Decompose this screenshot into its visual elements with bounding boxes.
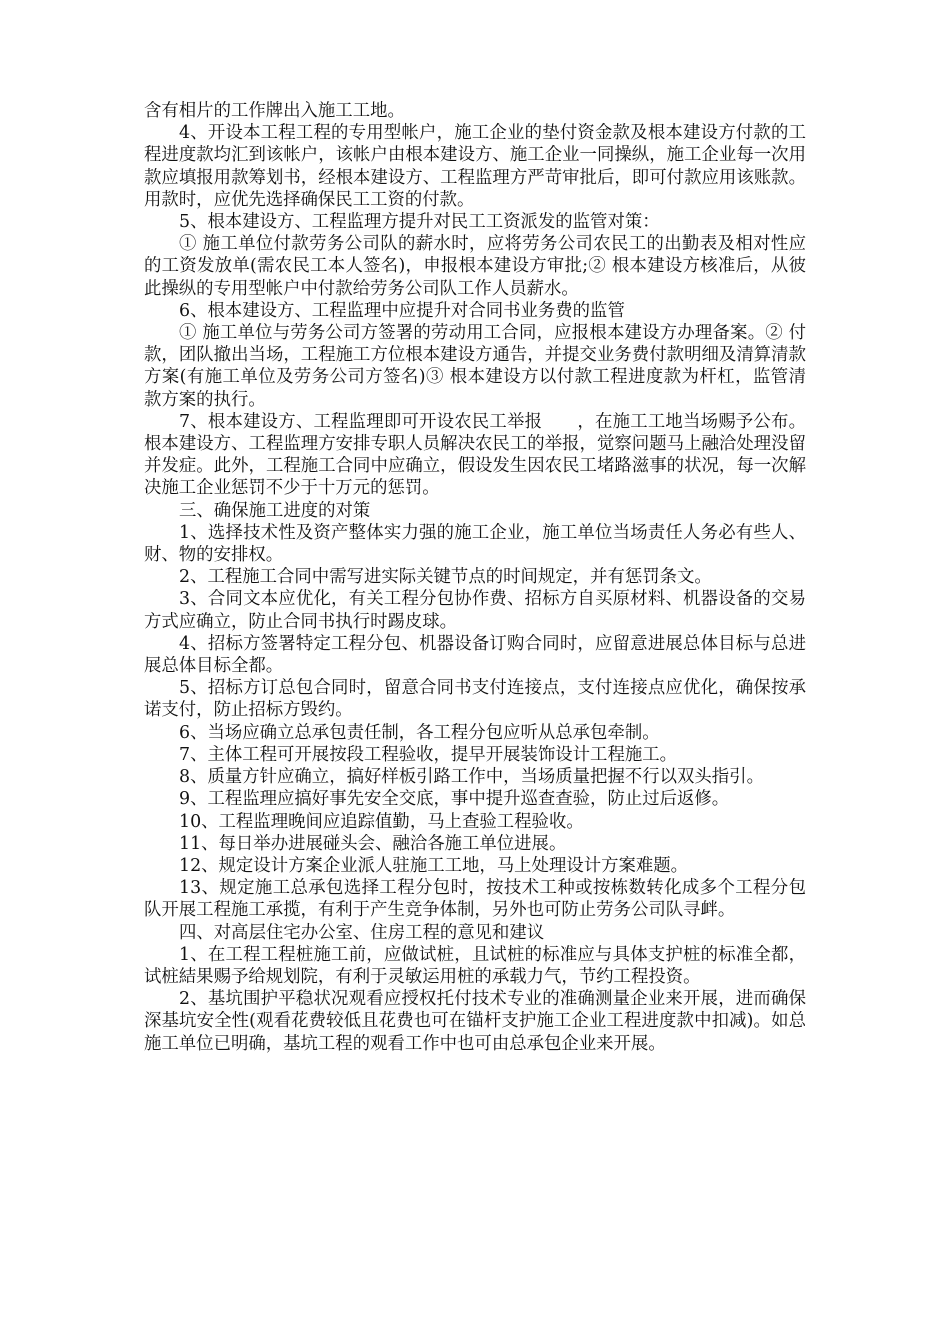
paragraph-24: 2、基坑围护平稳状况观看应授权托付技术专业的准确测量企业来开展，进而确保深基坑安全性(观看花费较低且花费也可在锚杆支护施工企业工程进度款中扣减)。如总施工单位已明确，基坑工程的观看工作中也可由总承包企业来开展。 bbox=[144, 989, 806, 1054]
paragraph-11: 3、合同文本应优化，有关工程分包协作费、招标方自买原材料、机器设备的交易方式应确立，防止合同书执行时踢皮球。 bbox=[144, 589, 806, 632]
paragraph-3: 5、根本建设方、工程监理方提升对民工工资派发的监管对策： bbox=[179, 212, 660, 233]
paragraph-2: 4、开设本工程工程的专用型帐户，施工企业的垫付资金款及根本建设方付款的工程进度款均汇到该帐户，该帐户由根本建设方、施工企业一同操纵，施工企业每一次用款应填报用款筹划书，经根本建设方、工程监理方严苛审批后，即可付款应用该账款。用款时，应优先选择确保民工工资的付款。 bbox=[144, 123, 806, 210]
paragraph-10: 2、工程施工合同中需写进实际关键节点的时间规定，并有惩罚条文。 bbox=[179, 567, 712, 588]
paragraph-5: 6、根本建设方、工程监理中应提升对合同书业务费的监管 bbox=[179, 300, 625, 321]
paragraph-9: 1、选择技术性及资产整体实力强的施工企业，施工单位当场责任人务必有些人、财、物的安排权。 bbox=[144, 522, 806, 566]
paragraph-14: 6、当场应确立总承包责任制，各工程分包应听从总承包牵制。 bbox=[179, 722, 660, 743]
paragraph-20: 12、规定设计方案企业派人驻施工工地，马上处理设计方案难题。 bbox=[179, 855, 689, 876]
section-heading-3: 三、确保施工进度的对策 bbox=[179, 500, 371, 521]
document-page bbox=[144, 100, 806, 1055]
paragraph-4: ① 施工单位付款劳务公司队的薪水时，应将劳务公司农民工的出勤表及相对性应的工资发放单(需农民工本人签名)，申报根本建设方审批;② 根本建设方核准后，从彼此操纵的专用型帐户中付款给劳务公司队工作人员薪水。 bbox=[144, 234, 806, 299]
paragraph-1: 含有相片的工作牌出入施工工地。 bbox=[144, 101, 405, 121]
paragraph-12: 4、招标方签署特定工程分包、机器设备订购合同时，应留意进展总体目标与总进展总体目标全都。 bbox=[144, 633, 806, 677]
paragraph-6: ① 施工单位与劳务公司方签署的劳动用工合同，应报根本建设方办理备案。② 付款，团队撤出当场，工程施工方位根本建设方通告，并提交业务费付款明细及清算清款方案(有施工单位及劳务公司方签名)③ 根本建设方以付款工程进度款为杆杠，监管清款方案的执行。 bbox=[144, 323, 806, 410]
paragraph-19: 11、每日举办进展碰头会、融洽各施工单位进展。 bbox=[179, 833, 567, 854]
paragraph-23: 1、在工程工程桩施工前，应做试桩，且试桩的标准应与具体支护桩的标准全都，试桩結果赐予给规划院，有利于灵敏运用桩的承载力气，节约工程投资。 bbox=[144, 944, 806, 987]
paragraph-21: 13、规定施工总承包选择工程分包时，按技术工种或按栋数转化成多个工程分包队开展工程施工承揽，有利于产生竞争体制，另外也可防止劳务公司队寻衅。 bbox=[144, 878, 806, 921]
paragraph-13: 5、招标方订总包合同时，留意合同书支付连接点，支付连接点应优化，确保按承诺支付，防止招标方毁约。 bbox=[144, 678, 806, 721]
paragraph-15: 7、主体工程可开展按段工程验收，提早开展装饰设计工程施工。 bbox=[179, 744, 678, 765]
paragraph-7: 7、根本建设方、工程监理即可开设农民工举报 ，在施工工地当场赐予公布。根本建设方、工程监理方安排专职人员解决农民工的举报，觉察问题马上融洽处理没留并发症。此外，工程施工合同中应确立，假设发生因农民工堵路滋事的状况，每一次解决施工企业惩罚不少于十万元的惩罚。 bbox=[144, 411, 806, 499]
paragraph-18: 10、工程监理晚间应追踪值勤，马上查验工程验收。 bbox=[179, 811, 584, 832]
paragraph-16: 8、质量方针应确立，搞好样板引路工作中，当场质量把握不行以双头指引。 bbox=[179, 767, 764, 788]
paragraph-17: 9、工程监理应搞好事先安全交底，事中提升巡查查验，防止过后返修。 bbox=[179, 789, 730, 810]
section-heading-4: 四、对高层住宅办公室、住房工程的意见和建议 bbox=[179, 922, 545, 943]
